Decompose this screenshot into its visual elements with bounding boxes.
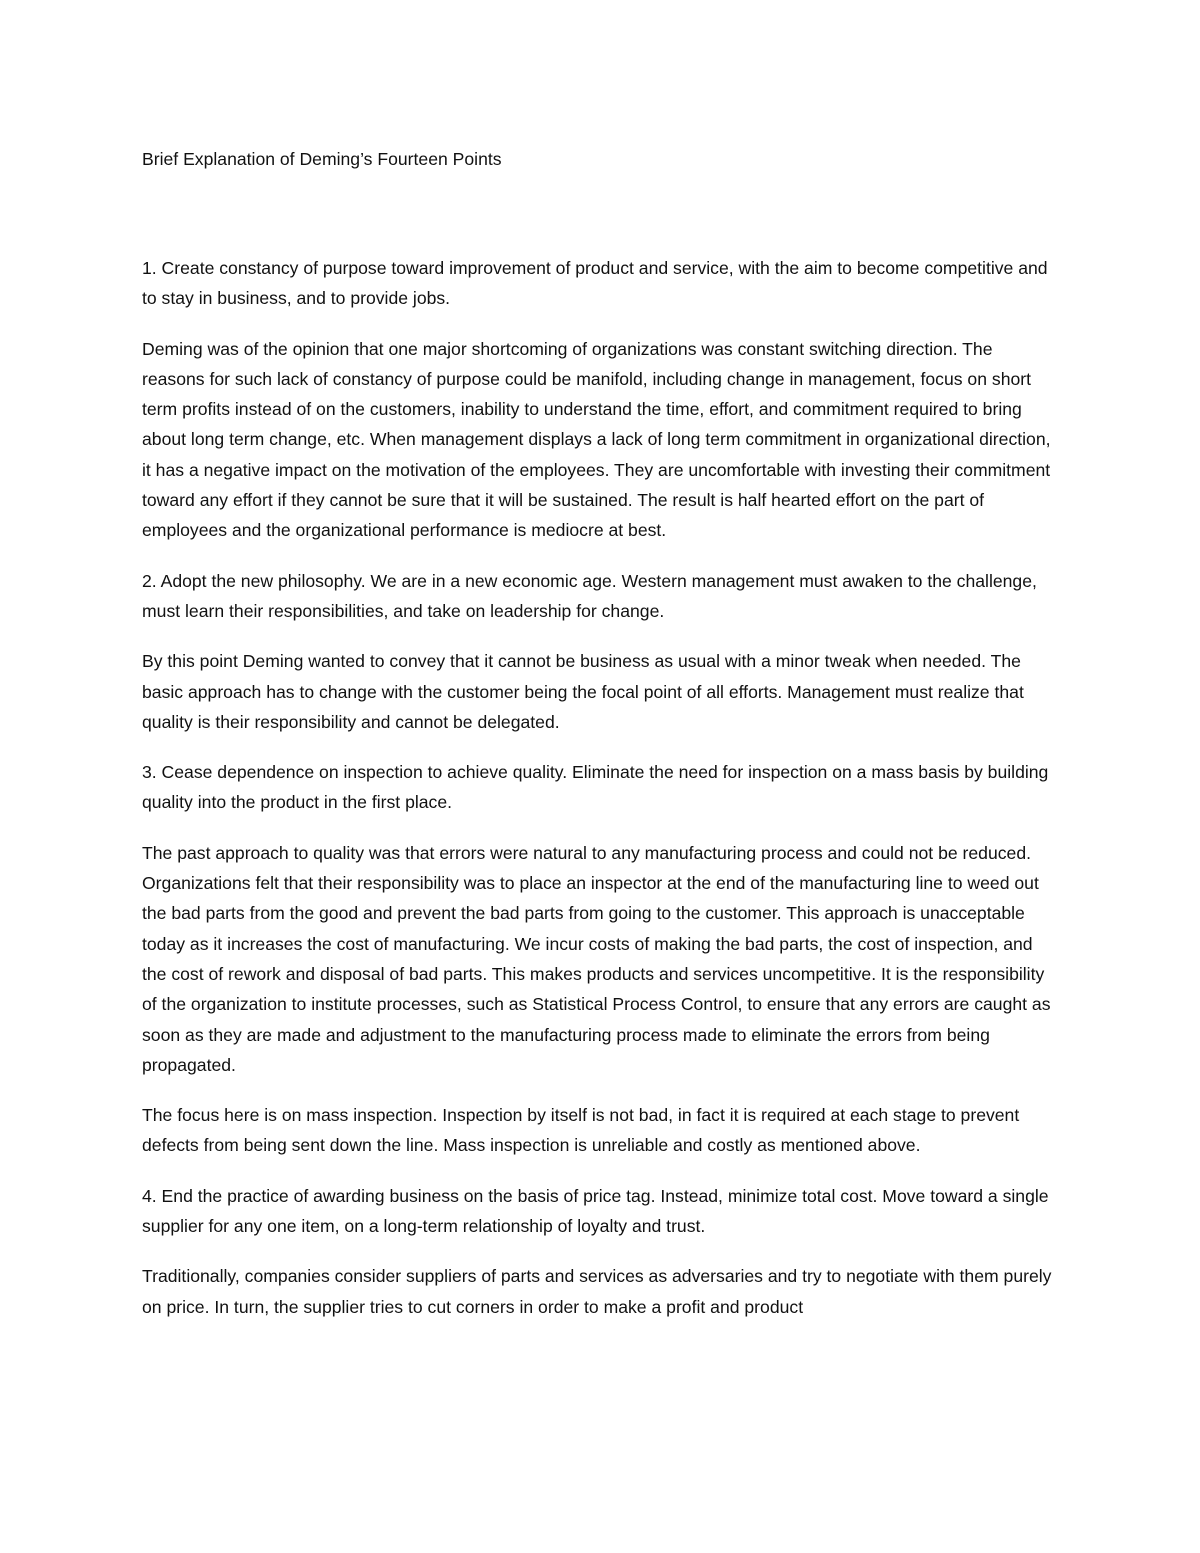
- point-4-explanation: Traditionally, companies consider suppliers of parts and services as adversaries and try to negotiate with them purely on price. In turn, the supplier tries to cut corners in order to make a profit and product: [142, 1266, 1052, 1317]
- point-2-explanation: By this point Deming wanted to convey that it cannot be business as usual with a minor tweak when needed. The basic approach has to change with the customer being the focal point of all efforts. Management must realize that quality is their responsibility and cannot be delegated.: [142, 651, 1024, 732]
- point-2-heading: 2. Adopt the new philosophy. We are in a new economic age. Western management must awaken to the challenge, must learn their responsibilities, and take on leadership for change.: [142, 570, 1037, 621]
- document-title: Brief Explanation of Deming’s Fourteen Points: [142, 149, 502, 169]
- point-3-heading: 3. Cease dependence on inspection to achieve quality. Eliminate the need for inspection on a mass basis by building quality into the product in the first place.: [142, 762, 1049, 813]
- point-1-explanation: Deming was of the opinion that one major shortcoming of organizations was constant switching direction. The reasons for such lack of constancy of purpose could be manifold, including change in management, focus on short term profits instead of on the customers, inability to understand the time, effort, and commitment required to bring about long term change, etc. When management displays a lack of long term commitment in organizational direction, it has a negative impact on the motivation of the employees. They are uncomfortable with investing their commitment toward any effort if they cannot be sure that it will be sustained. The result is half hearted effort on the part of employees and the organizational performance is mediocre at best.: [142, 338, 1051, 541]
- point-3-explanation: The past approach to quality was that errors were natural to any manufacturing process and could not be reduced. Organizations felt that their responsibility was to place an inspector at the end of the manufacturing line to weed out the bad parts from the good and prevent the bad parts from going to the customer. This approach is unacceptable today as it increases the cost of manufacturing. We incur costs of making the bad parts, the cost of inspection, and the cost of rework and disposal of bad parts. This makes products and services uncompetitive. It is the responsibility of the organization to institute processes, such as Statistical Process Control, to ensure that any errors are caught as soon as they are made and adjustment to the manufacturing process made to eliminate the errors from being propagated.: [142, 842, 1051, 1075]
- document-body: [142, 144, 1057, 1342]
- point-4-heading: 4. End the practice of awarding business on the basis of price tag. Instead, minimize total cost. Move toward a single supplier for any one item, on a long-term relationship of loyalty and trust.: [142, 1185, 1049, 1237]
- point-3-explanation-continued: The focus here is on mass inspection. Inspection by itself is not bad, in fact it is required at each stage to prevent defects from being sent down the line. Mass inspection is unreliable and costly as mentioned above.: [142, 1105, 1020, 1156]
- point-1-heading: 1. Create constancy of purpose toward improvement of product and service, with the aim to become competitive and to stay in business, and to provide jobs.: [142, 258, 1048, 309]
